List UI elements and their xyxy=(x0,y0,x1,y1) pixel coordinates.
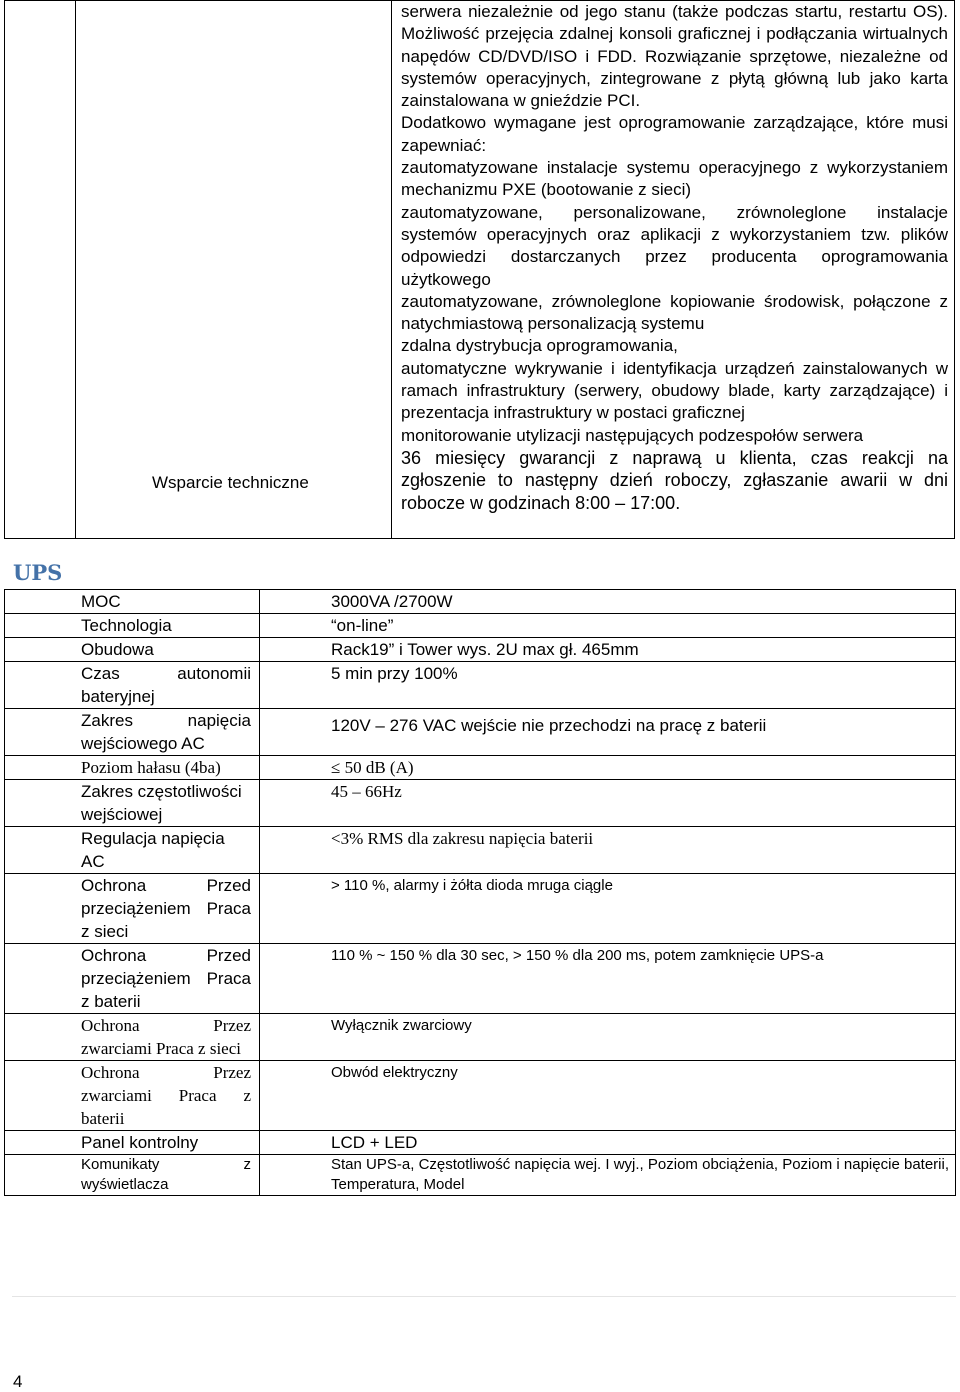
spec-key: Ochrona Przed przeciążeniem Praca z sieci xyxy=(5,874,260,944)
support-content xyxy=(392,1,955,539)
spec-value: LCD + LED xyxy=(260,1131,956,1155)
spec-key: Obudowa xyxy=(5,638,260,662)
spec-value: > 110 %, alarmy i żółta dioda mruga ciągle xyxy=(260,874,956,944)
spec-value: 110 % ~ 150 % dla 30 sec, > 150 % dla 200 ms, potem zamknięcie UPS-a xyxy=(260,944,956,1014)
spec-key: Technologia xyxy=(5,614,260,638)
table-row xyxy=(5,638,956,662)
spec-key: Komunikaty z wyświetlacza xyxy=(5,1155,260,1196)
table-row xyxy=(5,614,956,638)
table-row xyxy=(5,709,956,756)
table-row xyxy=(5,780,956,827)
spec-value: Rack19” i Tower wys. 2U max gł. 465mm xyxy=(260,638,956,662)
content-line: zautomatyzowane, zrównoleglone kopiowanie środowisk, połączone z natychmiastową personalizacją systemu xyxy=(401,291,948,334)
table-row xyxy=(5,827,956,874)
spec-value: Obwód elektryczny xyxy=(260,1061,956,1131)
content-line: zdalna dystrybucja oprogramowania, xyxy=(401,336,678,356)
section-title: UPS xyxy=(13,560,63,585)
page-number: 4 xyxy=(13,1372,23,1391)
table-row xyxy=(5,662,956,709)
warranty-text: 36 miesięcy gwarancji z naprawą u klienta, czas reakcji na zgłoszenie to następny dzień roboczy, zgłaszanie awarii w dni robocze w godzinach 8:00 – 17:00. xyxy=(401,447,948,513)
table-row xyxy=(5,944,956,1014)
table-row xyxy=(5,590,956,614)
content-line: zautomatyzowane instalacje systemu operacyjnego z wykorzystaniem mechanizmu PXE (bootowanie z sieci) xyxy=(401,158,948,200)
spec-value: 3000VA /2700W xyxy=(260,590,956,614)
spec-value: ≤ 50 dB (A) xyxy=(260,756,956,780)
spec-value: 45 – 66Hz xyxy=(260,780,956,827)
support-label: Wsparcie techniczne xyxy=(76,1,392,539)
spec-key: Regulacja napięcia AC xyxy=(5,827,260,874)
spec-key: Ochrona Przez zwarciami Praca z baterii xyxy=(5,1061,260,1131)
content-line: zautomatyzowane, personalizowane, zrównoleglone instalacje systemów operacyjnych oraz aplikacji z wykorzystaniem tzw. plików odpowiedzi dostarczanych przez producenta oprogramowania użytkowego xyxy=(401,202,948,289)
content-line: monitorowanie utylizacji następujących podzespołów serwera xyxy=(401,425,864,445)
table-row xyxy=(5,756,956,780)
spec-value: Stan UPS-a, Częstotliwość napięcia wej. I wyj., Poziom obciążenia, Poziom i napięcie baterii, Temperatura, Model xyxy=(260,1155,956,1196)
empty-cell xyxy=(5,1,76,539)
table-row xyxy=(5,874,956,944)
spec-value: 120V – 276 VAC wejście nie przechodzi na pracę z baterii xyxy=(260,709,956,756)
spec-key: Zakres częstotliwości wejściowej xyxy=(5,780,260,827)
content-line: Dodatkowo wymagane jest oprogramowanie zarządzające, które musi zapewniać: xyxy=(401,113,948,155)
page-divider xyxy=(12,1296,956,1297)
content-line: automatyczne wykrywanie i identyfikacja urządzeń zainstalowanych w ramach infrastruktury (serwery, obudowy blade, karty zarządzające) i prezentacja infrastruktury w postaci graficznej xyxy=(401,358,948,423)
spec-value: <3% RMS dla zakresu napięcia baterii xyxy=(260,827,956,874)
table-row xyxy=(5,1155,956,1196)
spec-value: Wyłącznik zwarciowy xyxy=(260,1014,956,1061)
spec-value: 5 min przy 100% xyxy=(260,662,956,709)
spec-key: Poziom hałasu (4ba) xyxy=(5,756,260,780)
table-row xyxy=(5,1014,956,1061)
spec-key: Ochrona Przez zwarciami Praca z sieci xyxy=(5,1014,260,1061)
content-line: serwera niezależnie od jego stanu (także podczas startu, restartu OS). Możliwość przejęcia zdalnej konsoli graficznej i podłączania wirtualnych napędów CD/DVD/ISO i FDD. Rozwiązanie sprzętowe, niezależne od systemów operacyjnych, zintegrowane z płytą główną lub jako karta zainstalowana w gnieździe PCI. xyxy=(401,2,948,111)
ups-spec-table xyxy=(4,589,956,1196)
spec-value: “on-line” xyxy=(260,614,956,638)
table-row xyxy=(5,1061,956,1131)
spec-key: Czas autonomii bateryjnej xyxy=(5,662,260,709)
spec-key: MOC xyxy=(5,590,260,614)
spec-key: Zakres napięcia wejściowego AC xyxy=(5,709,260,756)
spec-key: Ochrona Przed przeciążeniem Praca z baterii xyxy=(5,944,260,1014)
table-row xyxy=(5,1131,956,1155)
spec-key: Panel kontrolny xyxy=(5,1131,260,1155)
support-table xyxy=(4,0,955,539)
